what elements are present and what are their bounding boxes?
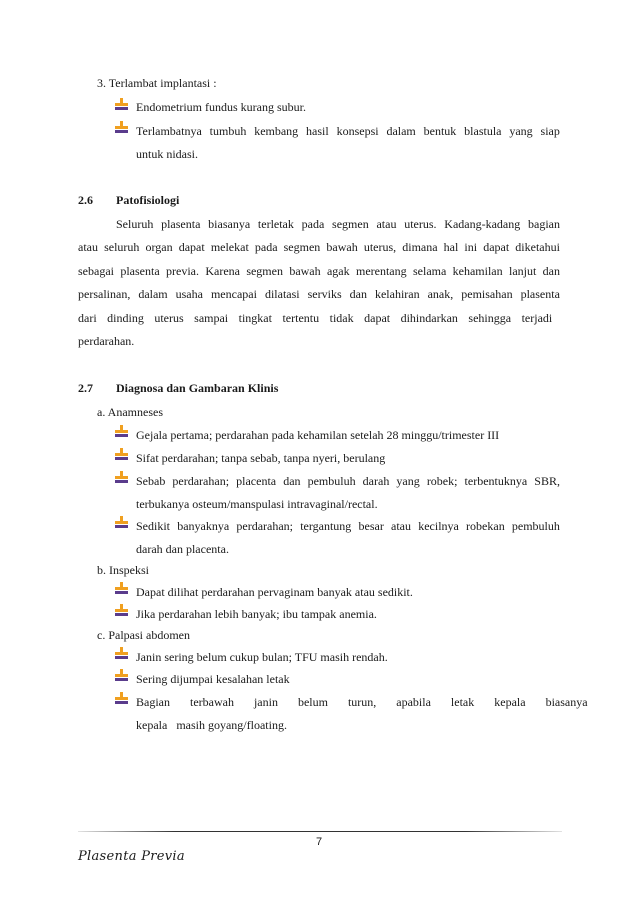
page-number: 7 <box>315 836 323 848</box>
section-number: 2.7 <box>78 381 93 395</box>
bullet-text-continuation: darah dan placenta. <box>136 542 229 556</box>
section-title: Patofisiologi <box>116 193 180 207</box>
bullet-text: Gejala pertama; perdarahan pada kehamilan setelah 28 minggu/trimester III <box>136 428 500 442</box>
paragraph-line: perdarahan. <box>78 334 135 348</box>
list-item-heading: 3. Terlambat implantasi : <box>97 76 217 90</box>
bullet-icon <box>115 448 128 460</box>
bullet-text: Sebab perdarahan; placenta dan pembuluh darah yang robek; terbentuknya SBR, <box>136 474 560 488</box>
bullet-text: Endometrium fundus kurang subur. <box>136 100 306 114</box>
paragraph-line: persalinan, dalam usaha mencapai dilatasi serviks dan kelahiran anak, pemisahan plasenta <box>78 287 560 301</box>
bullet-icon <box>115 647 128 659</box>
bullet-icon <box>115 425 128 437</box>
bullet-icon <box>115 516 128 528</box>
section-number: 2.6 <box>78 193 93 207</box>
bullet-text: Sedikit banyaknya perdarahan; tergantung besar atau kecilnya robekan pembuluh <box>136 519 560 533</box>
paragraph-line: sebagai plasenta previa. Karena segmen bawah agak merentang selama kehamilan lanjut dan <box>78 264 560 278</box>
bullet-icon <box>115 669 128 681</box>
bullet-text: Sering dijumpai kesalahan letak <box>136 672 290 686</box>
bullet-text: Terlambatnya tumbuh kembang hasil konsepsi dalam bentuk blastula yang siap <box>136 124 560 138</box>
bullet-icon <box>115 121 128 133</box>
paragraph-line: dari dinding uterus sampai tingkat tertentu tidak dapat dihindarkan sehingga terjadi <box>78 311 553 325</box>
bullet-icon <box>115 471 128 483</box>
bullet-icon <box>115 692 128 704</box>
section-title: Diagnosa dan Gambaran Klinis <box>116 381 279 395</box>
bullet-text: Sifat perdarahan; tanpa sebab, tanpa nyeri, berulang <box>136 451 386 465</box>
list-item-heading: c. Palpasi abdomen <box>97 628 190 642</box>
bullet-text-continuation: terbukanya osteum/manspulasi intravaginal/rectal. <box>136 497 378 511</box>
paragraph-line: Seluruh plasenta biasanya terletak pada segmen atau uterus. Kadang-kadang bagian <box>116 217 560 231</box>
bullet-text: Janin sering belum cukup bulan; TFU masih rendah. <box>136 650 388 664</box>
list-item-heading: a. Anamneses <box>97 405 163 419</box>
bullet-icon <box>115 98 128 110</box>
footer-title: Plasenta Previa <box>78 849 185 864</box>
bullet-icon <box>115 582 128 594</box>
bullet-text-continuation: untuk nidasi. <box>136 147 198 161</box>
bullet-text: Dapat dilihat perdarahan pervaginam banyak atau sedikit. <box>136 585 413 599</box>
paragraph-line: atau seluruh organ dapat melekat pada segmen bawah uterus, dimana hal ini dapat diketahui <box>78 240 560 254</box>
bullet-text-continuation: kepala masih goyang/floating. <box>136 718 287 732</box>
footer-divider <box>78 831 562 832</box>
bullet-icon <box>115 604 128 616</box>
bullet-text: Jika perdarahan lebih banyak; ibu tampak anemia. <box>136 607 377 621</box>
bullet-text: Bagian terbawah janin belum turun, apabila letak kepala biasanya <box>136 695 588 709</box>
list-item-heading: b. Inspeksi <box>97 563 149 577</box>
